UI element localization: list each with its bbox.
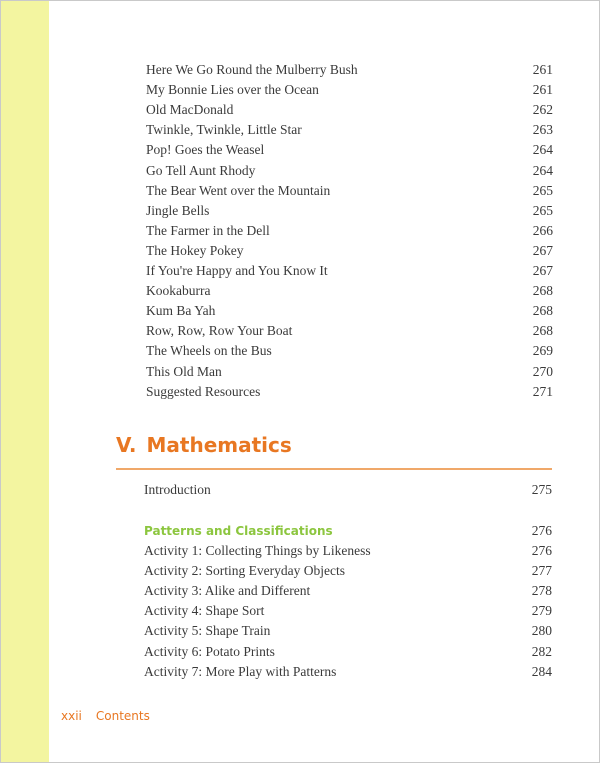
section-numeral: V.	[116, 433, 137, 457]
toc-entry-title: The Farmer in the Dell	[146, 222, 270, 238]
toc-entry[interactable]	[0, 241, 600, 261]
toc-entry-title: My Bonnie Lies over the Ocean	[146, 82, 319, 98]
toc-entry[interactable]	[0, 261, 600, 281]
toc-entry-title: Row, Row, Row Your Boat	[146, 323, 293, 339]
toc-entry-page: 267	[532, 263, 553, 278]
toc-entry[interactable]	[0, 301, 600, 321]
toc-entry-page: 264	[532, 162, 553, 178]
toc-entry[interactable]	[0, 140, 600, 160]
toc-entry-page: 278	[531, 583, 552, 599]
toc-entry-page: 284	[531, 663, 552, 679]
section-rule	[116, 468, 552, 470]
toc-entry[interactable]	[0, 561, 600, 581]
toc-entry-title: The Hokey Pokey	[146, 242, 244, 258]
toc-entry-title: Activity 1: Collecting Things by Likeness	[144, 543, 371, 558]
toc-entry-page: 267	[532, 242, 553, 258]
toc-entry-title: Pop! Goes the Weasel	[146, 142, 265, 158]
toc-entry-page: 262	[532, 102, 553, 118]
toc-entry-page: 276	[531, 543, 552, 558]
toc-entry-title: Kum Ba Yah	[146, 303, 216, 319]
toc-entry[interactable]	[0, 662, 600, 682]
toc-entry-page: 263	[532, 122, 553, 138]
toc-entry[interactable]	[0, 80, 600, 100]
toc-entry-page: 282	[531, 643, 552, 659]
toc-entry[interactable]	[0, 581, 600, 601]
toc-entry-title: This Old Man	[146, 363, 222, 379]
page-folio: xxii	[61, 709, 82, 723]
toc-entry-title: Activity 6: Potato Prints	[144, 643, 275, 659]
toc-entry-page: 265	[532, 182, 553, 198]
toc-entry[interactable]	[0, 601, 600, 621]
toc-entry-page: 270	[532, 363, 553, 379]
toc-entry-page: 269	[532, 343, 553, 359]
toc-entry-page: 268	[532, 323, 553, 339]
toc-entry-title: Jingle Bells	[146, 202, 210, 218]
toc-entry[interactable]	[0, 221, 600, 241]
toc-entry-title: Introduction	[144, 482, 211, 497]
toc-entry-page: 268	[532, 303, 553, 319]
toc-entry[interactable]	[0, 120, 600, 140]
toc-entry[interactable]	[0, 181, 600, 201]
subsection-title: Patterns and Classifications	[144, 524, 333, 538]
toc-entry-title: Go Tell Aunt Rhody	[146, 162, 256, 178]
toc-entry-title: Twinkle, Twinkle, Little Star	[146, 122, 302, 138]
toc-entry[interactable]	[0, 100, 600, 120]
toc-entry-page: 277	[531, 563, 552, 579]
toc-entry[interactable]	[0, 362, 600, 382]
toc-entry-page: 266	[532, 222, 553, 238]
toc-entry-page: 261	[532, 82, 553, 98]
toc-entry-page: 261	[532, 62, 553, 77]
toc-entry-title: Kookaburra	[146, 283, 211, 299]
section-title: Mathematics	[146, 433, 292, 457]
toc-entry[interactable]	[0, 201, 600, 221]
toc-entry-title: Activity 3: Alike and Different	[144, 583, 311, 599]
toc-entry-title: Activity 2: Sorting Everyday Objects	[144, 563, 345, 579]
subsection-page: 276	[531, 523, 552, 538]
toc-entry-page: 265	[532, 202, 553, 218]
toc-entry-page: 275	[531, 482, 552, 497]
toc-entry-title: Activity 5: Shape Train	[144, 623, 271, 639]
toc-entry[interactable]	[0, 642, 600, 662]
section-heading	[116, 433, 292, 457]
toc-entry-introduction[interactable]	[0, 480, 600, 500]
toc-entry-page: 271	[532, 383, 553, 399]
toc-entry[interactable]	[0, 621, 600, 641]
toc-entry-page: 280	[531, 623, 552, 639]
toc-entry[interactable]	[0, 281, 600, 301]
toc-subsection-heading[interactable]	[0, 521, 600, 541]
toc-entry-page: 264	[532, 142, 553, 158]
toc-entry-page: 279	[531, 603, 552, 619]
toc-entry-title: Activity 4: Shape Sort	[144, 603, 265, 619]
toc-entry-title: The Wheels on the Bus	[146, 343, 272, 359]
toc-entry[interactable]	[0, 161, 600, 181]
toc-entry-title: If You're Happy and You Know It	[146, 263, 328, 278]
toc-entry[interactable]	[0, 382, 600, 402]
toc-entry-title: Here We Go Round the Mulberry Bush	[146, 62, 358, 77]
toc-entry-title: The Bear Went over the Mountain	[146, 182, 331, 198]
toc-entry-title: Suggested Resources	[146, 383, 261, 399]
toc-entry[interactable]	[0, 321, 600, 341]
toc-entry[interactable]	[0, 60, 600, 80]
toc-entry[interactable]	[0, 341, 600, 361]
toc-entry[interactable]	[0, 541, 600, 561]
page-footer	[61, 709, 150, 723]
toc-entry-title: Old MacDonald	[146, 102, 234, 118]
toc-entry-page: 268	[532, 283, 553, 299]
toc-entry-title: Activity 7: More Play with Patterns	[144, 663, 337, 679]
footer-label: Contents	[95, 709, 150, 723]
